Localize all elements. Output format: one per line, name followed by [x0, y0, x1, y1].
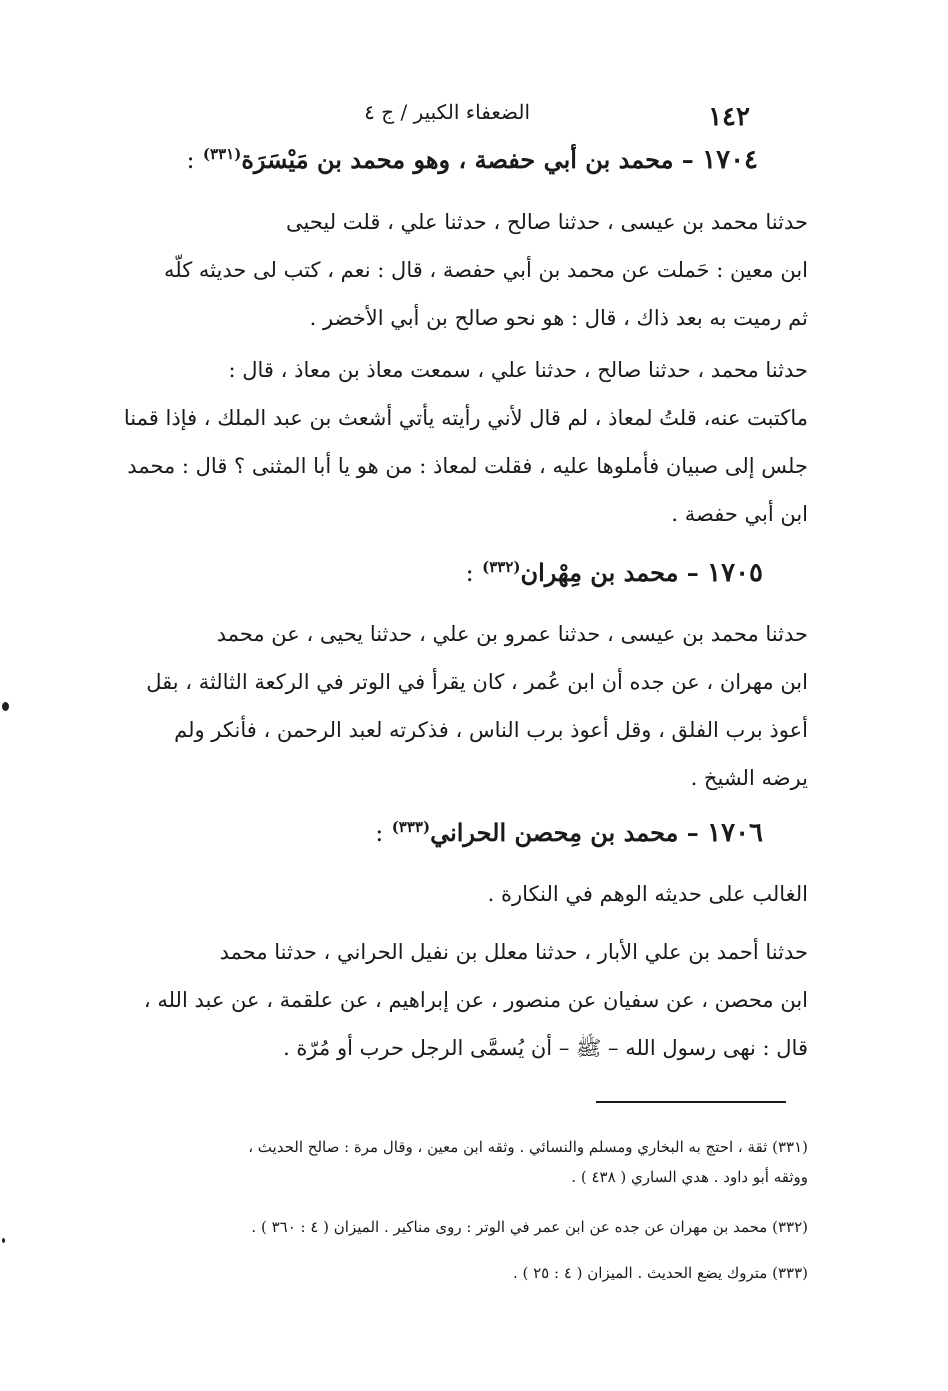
paragraph [108, 870, 808, 918]
entry-number: ١٧٠٦ [707, 818, 763, 848]
scan-speck [2, 702, 9, 711]
entry-number: ١٧٠٤ [702, 145, 758, 175]
entry-name: محمد بن مِحصن الحراني [430, 818, 679, 847]
paragraph [108, 928, 808, 1072]
running-title: الضعفاء الكبير / ج ٤ [364, 100, 530, 124]
text-line: ابن محصن ، عن سفيان عن منصور ، عن إبراهيم ، عن علقمة ، عن عبد الله ، [143, 988, 808, 1012]
entry-heading-1704: ١٧٠٤ – محمد بن أبي حفصة ، وهو محمد بن مَيْسَرَة$^{(٣٣١)}$ : [186, 145, 758, 175]
text-line: ابن أبي حفصة . [671, 502, 808, 526]
entry-name: محمد بن مِهْران [520, 558, 679, 587]
footnote [108, 1132, 808, 1192]
text-line: حدثنا محمد ، حدثنا صالح ، حدثنا علي ، سمعت معاذ بن معاذ ، قال : [228, 358, 808, 382]
text-line: ثم رميت به بعد ذاك ، قال : هو نحو صالح بن أبي الأخضر . [309, 306, 808, 330]
text-line: حدثنا محمد بن عيسى ، حدثنا عمرو بن علي ، حدثنا يحيى ، عن محمد [216, 622, 808, 646]
entry-heading-1705: ١٧٠٥ – محمد بن مِهْران$^{(٣٣٢)}$ : [465, 558, 763, 588]
entry-name: محمد بن أبي حفصة ، وهو محمد بن مَيْسَرَة [241, 145, 674, 174]
entry-number: ١٧٠٥ [707, 558, 763, 588]
footnote-line: ووثقه أبو داود . هدي الساري ( ٤٣٨ ) . [571, 1168, 808, 1186]
footnote-ref: (٣٣٢) [482, 558, 521, 576]
text-line: أعوذ برب الفلق ، وقل أعوذ برب الناس ، فذكرته لعبد الرحمن ، فأنكر ولم [174, 718, 808, 742]
text-line: ماكتبت عنه، قلتُ لمعاذ ، لم قال لأني رأيته يأتي أشعث بن عبد الملك ، فإذا قمنا [123, 406, 808, 430]
scan-speck [2, 1238, 5, 1243]
page-number: ١٤٢ [708, 102, 750, 132]
text-line: يرضه الشيخ . [690, 766, 808, 790]
text-line: ابن مهران ، عن جده أن ابن عُمر ، كان يقرأ في الوتر في الركعة الثالثة ، بقل [146, 670, 808, 694]
footnote-line: (٣٣٢) محمد بن مهران عن جده عن ابن عمر في الوتر : روى مناكير . الميزان ( ٤ : ٣٦٠ ) . [251, 1218, 808, 1236]
footnote-ref: (٣٣٣) [391, 818, 431, 836]
paragraph [108, 198, 808, 342]
text-line: حدثنا أحمد بن علي الأبار ، حدثنا معلل بن نفيل الحراني ، حدثنا محمد [219, 940, 808, 964]
footnote [108, 1258, 808, 1288]
paragraph [108, 346, 808, 538]
entry-heading-1706: ١٧٠٦ – محمد بن مِحصن الحراني$^{(٣٣٣)}$ : [375, 818, 763, 848]
footnote-divider [596, 1101, 786, 1103]
text-line: الغالب على حديثه الوهم في النكارة . [487, 882, 808, 906]
page-header [108, 100, 750, 134]
text-line: قال : نهى رسول الله – ﷺ – أن يُسمَّى الرجل حرب أو مُرّة . [283, 1036, 808, 1060]
footnote [108, 1212, 808, 1242]
footnote-line: (٣٣١) ثقة ، احتج به البخاري ومسلم والنسائي . وثقه ابن معين ، وقال مرة : صالح الحديث ، [248, 1138, 808, 1156]
paragraph [108, 610, 808, 802]
footnote-line: (٣٣٣) متروك يضع الحديث . الميزان ( ٤ : ٢٥ ) . [512, 1264, 808, 1282]
text-line: ابن معين : حَملت عن محمد بن أبي حفصة ، قال : نعم ، كتب لى حديثه كلّه [164, 258, 808, 282]
footnote-ref: (٣٣١) [202, 145, 242, 163]
text-line: جلس إلى صبيان فأملوها عليه ، فقلت لمعاذ : من هو يا أبا المثنى ؟ قال : محمد [127, 454, 808, 478]
text-line: حدثنا محمد بن عيسى ، حدثنا صالح ، حدثنا علي ، قلت ليحيى [285, 210, 808, 234]
